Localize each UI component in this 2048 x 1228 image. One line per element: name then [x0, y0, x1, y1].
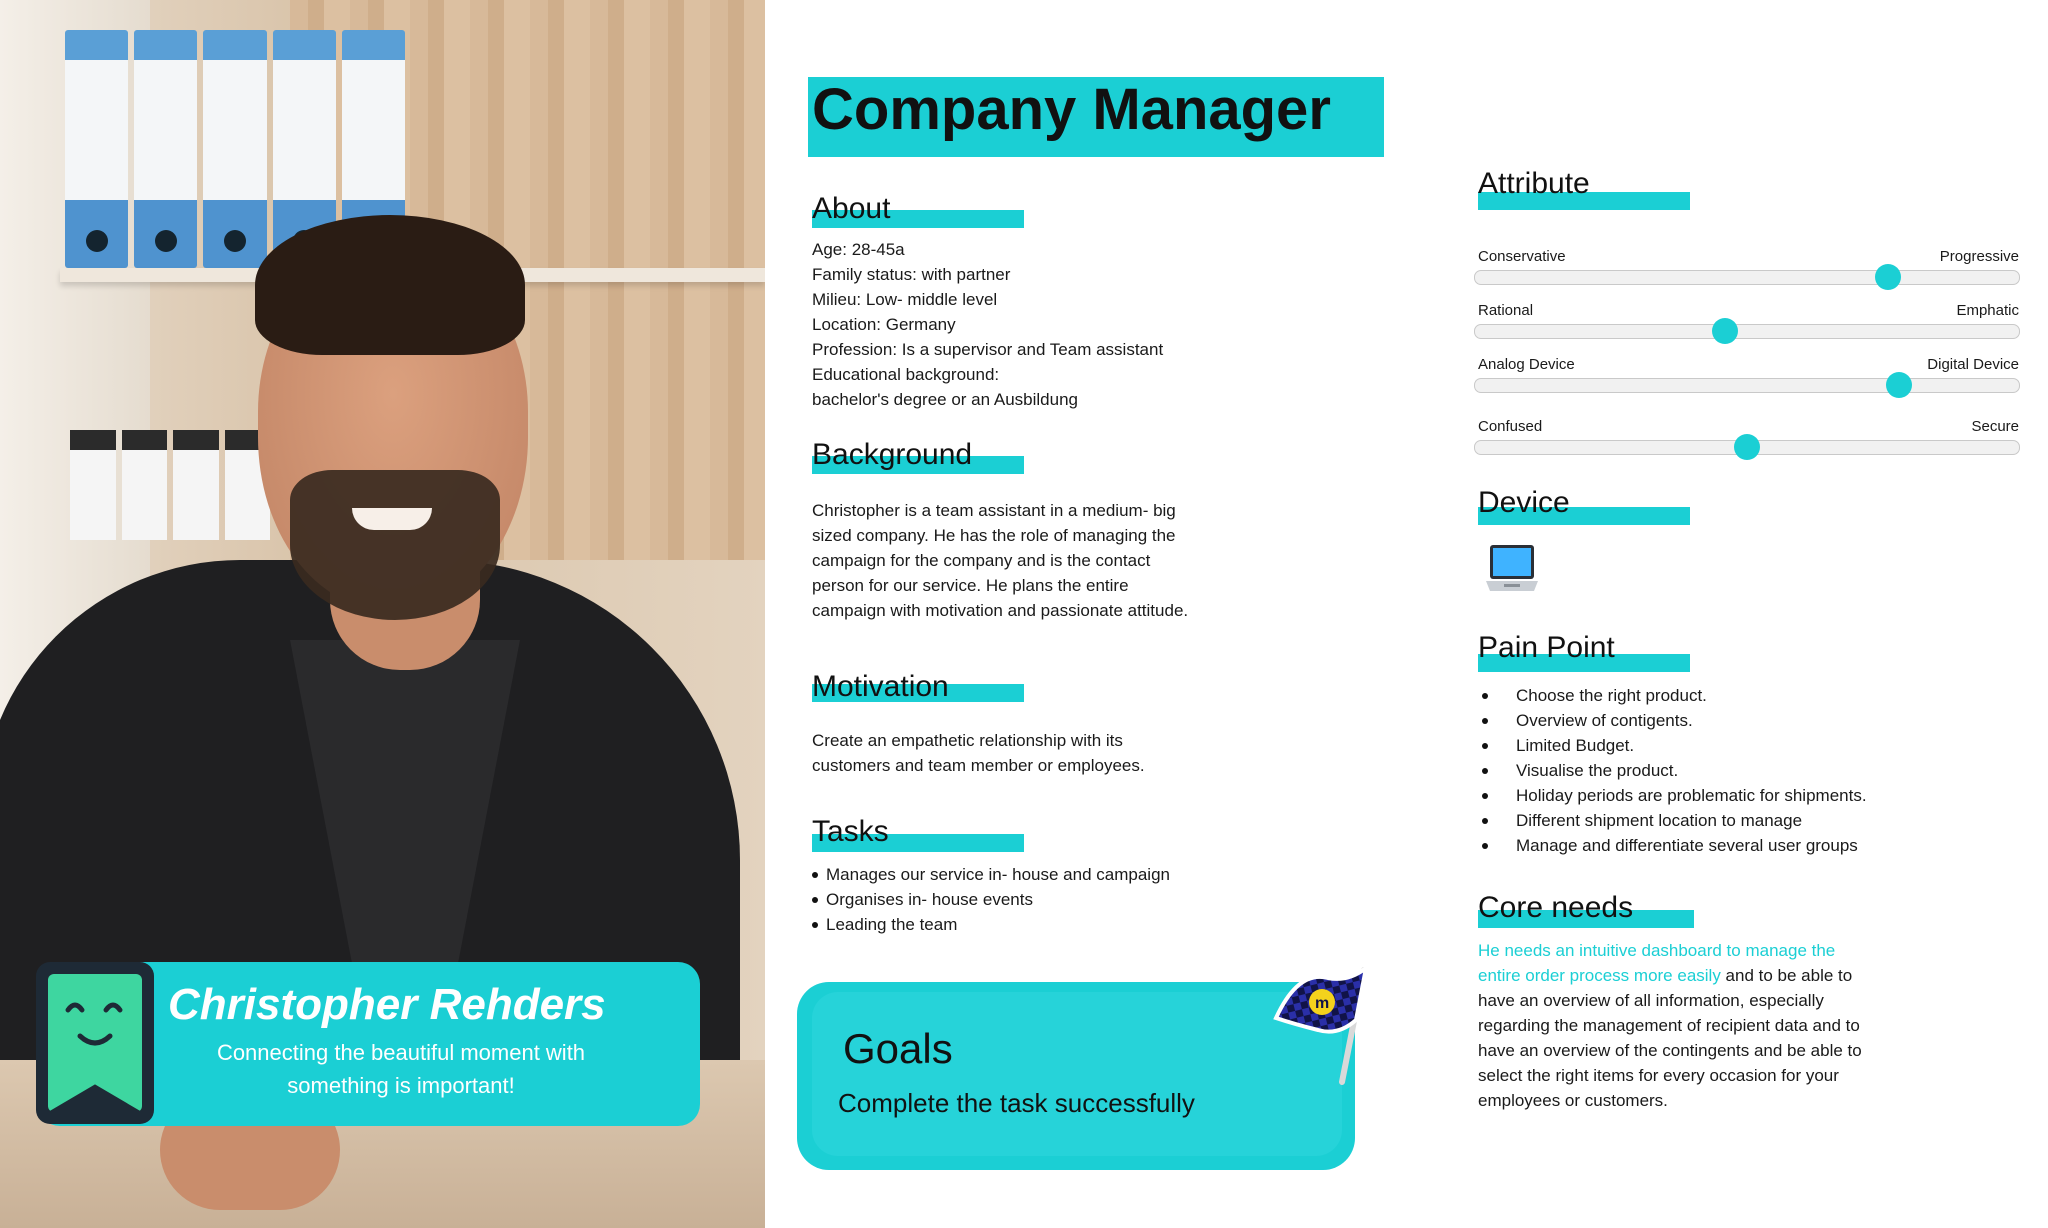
attribute-heading: Attribute — [1478, 167, 1590, 200]
attribute-slider[interactable] — [1474, 440, 2020, 455]
tasks-list — [812, 862, 1232, 937]
about-heading: About — [812, 192, 891, 225]
list-item: Manages our service in- house and campaign — [812, 862, 1232, 887]
about-line: Milieu: Low- middle level — [812, 290, 998, 309]
slider-knob[interactable] — [1712, 318, 1738, 344]
about-line: Profession: Is a supervisor and Team assistant — [812, 340, 1164, 359]
about-line: Educational background: — [812, 365, 1000, 384]
slider-right-label: Secure — [1971, 418, 2019, 435]
list-item: Manage and differentiate several user groups — [1480, 833, 1980, 858]
checkered-flag-icon — [1268, 960, 1378, 1086]
slider-knob[interactable] — [1734, 434, 1760, 460]
slider-right-label: Digital Device — [1927, 356, 2019, 373]
slider-left-label: Conservative — [1478, 248, 1566, 265]
list-item: Holiday periods are problematic for shipments. — [1480, 783, 1980, 808]
pain-point-list — [1480, 683, 1980, 858]
core-needs-text — [1478, 938, 1870, 1113]
slider-left-label: Rational — [1478, 302, 1534, 319]
device-heading: Device — [1478, 486, 1570, 519]
about-line: Age: 28-45a — [812, 240, 905, 259]
laptop-icon — [1484, 543, 1540, 597]
motivation-text: Create an empathetic relationship with its customers and team member or employees. — [812, 731, 1145, 775]
background-heading: Background — [812, 438, 973, 471]
svg-text:m: m — [1315, 995, 1330, 1012]
about-line: bachelor's degree or an Ausbildung — [812, 390, 1078, 409]
attribute-slider[interactable] — [1474, 270, 2020, 285]
goals-title: Goals — [843, 1025, 953, 1072]
list-item: Different shipment location to manage — [1480, 808, 1980, 833]
list-item: Leading the team — [812, 912, 1232, 937]
slider-left-label: Confused — [1478, 418, 1543, 435]
goals-card-inner — [812, 992, 1342, 1156]
background-text: Christopher is a team assistant in a medium- big sized company. He has the role of managing the campaign for the company and is the contact person for our service. He plans the entire campaign with motivation and passionate attitude. — [812, 501, 1189, 620]
list-item: Visualise the product. — [1480, 758, 1980, 783]
list-item: Limited Budget. — [1480, 733, 1980, 758]
slider-knob[interactable] — [1875, 264, 1901, 290]
slider-left-label: Analog Device — [1478, 356, 1575, 373]
attribute-slider[interactable] — [1474, 378, 2020, 393]
core-needs-highlight: He needs an intuitive dashboard to manage the entire order process more easily — [1478, 941, 1836, 985]
list-item: Choose the right product. — [1480, 683, 1980, 708]
motivation-heading: Motivation — [812, 670, 949, 703]
about-line: Location: Germany — [812, 315, 956, 334]
about-line: Family status: with partner — [812, 265, 1011, 284]
page-title: Company Manager — [812, 77, 1331, 142]
goals-text: Complete the task successfully — [838, 1088, 1195, 1118]
slider-right-label: Progressive — [1939, 248, 2019, 265]
list-item: Overview of contigents. — [1480, 708, 1980, 733]
about-list — [812, 237, 1292, 412]
persona-name: Christopher Rehders — [168, 980, 606, 1029]
tasks-heading: Tasks — [812, 815, 889, 848]
slider-right-label: Emphatic — [1956, 302, 2019, 319]
persona-tagline: Connecting the beautiful moment with something is important! — [216, 1040, 586, 1098]
core-needs-rest: and to be able to have an overview of all information, especially regarding the management of recipient data and to have an overview of the contingents and be able to select the right items for every occasion for your employees or customers. — [1478, 966, 1862, 1110]
core-needs-heading: Core needs — [1478, 891, 1634, 924]
pain-point-heading: Pain Point — [1478, 631, 1615, 664]
slider-knob[interactable] — [1886, 372, 1912, 398]
list-item: Organises in- house events — [812, 887, 1232, 912]
attribute-slider[interactable] — [1474, 324, 2020, 339]
